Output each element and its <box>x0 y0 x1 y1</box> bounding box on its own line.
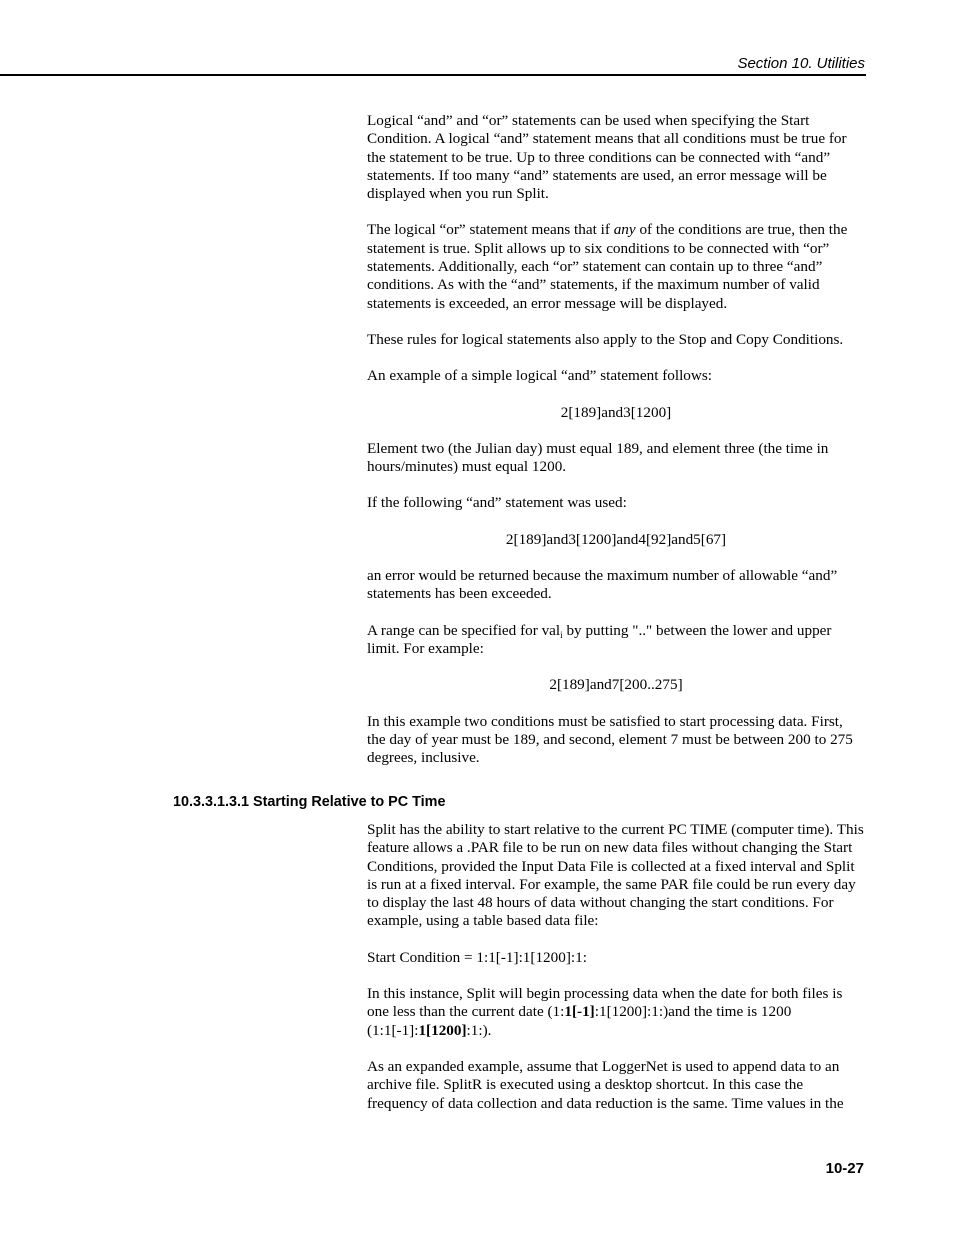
paragraph-this-instance: In this instance, Split will begin processing data when the date for both files is one less than the current date (1:1[-1]:1[1200]:1:)and the time is 1200 (1:1[-1]:1[1200]:1:). <box>367 985 843 1039</box>
paragraph-range: A range can be specified for val$_i$ by putting ".." between the lower and upper limit. For example: <box>367 621 832 657</box>
paragraph-logical-statements: Logical “and” and “or” statements can be used when specifying the Start Condition. A logical “and” statement means that all conditions must be true for the statement to be true. Up to three conditions can be connected with “and” statements. If too many “and” statements are used, an error message will be displayed when you run Split. <box>367 112 847 203</box>
running-header: Section 10. Utilities <box>737 55 865 72</box>
example-expression-1: 2[189]and3[1200] <box>560 403 672 421</box>
paragraph-start-condition: Start Condition = 1:1[-1]:1[1200]:1: <box>367 948 587 966</box>
paragraph-error-returned: an error would be returned because the maximum number of allowable “and” statements has been exceeded. <box>367 567 838 603</box>
emphasis-any: any <box>613 221 636 239</box>
paragraph-following-statement: If the following “and” statement was used: <box>367 494 627 512</box>
paragraph-expanded-example: As an expanded example, assume that LoggerNet is used to append data to an archive file. SplitR is executed using a desktop shortcut. In this case the frequency of data collection and data reduction is the same. Time values in the <box>367 1057 844 1112</box>
body-column-top <box>367 112 865 767</box>
example-expression-3: 2[189]and7[200..275] <box>549 676 683 694</box>
paragraph-example-intro: An example of a simple logical “and” statement follows: <box>367 367 712 385</box>
paragraph-pc-time: Split has the ability to start relative to the current PC TIME (computer time). This feature allows a .PAR file to be run on new data files without changing the Start Conditions, provided the Input Data File is collected at a fixed interval and Split is run at a fixed interval. For example, the same PAR file could be run every day to display the last 48 hours of data without changing the start conditions. For example, using a table based data file: <box>367 821 864 930</box>
subscript-i: i <box>560 629 563 640</box>
body-column-bottom <box>367 821 865 1113</box>
page-number: 10-27 <box>825 1160 864 1177</box>
paragraph-rules-apply: These rules for logical statements also apply to the Stop and Copy Conditions. <box>367 330 844 348</box>
example-expression-2: 2[189]and3[1200]and4[92]and5[67] <box>505 530 727 548</box>
paragraph-element-explanation: Element two (the Julian day) must equal 189, and element three (the time in hours/minutes) must equal 1200. <box>367 439 829 476</box>
section-heading: 10.3.3.1.3.1 Starting Relative to PC Time <box>173 794 446 810</box>
paragraph-two-conditions: In this example two conditions must be satisfied to start processing data. First, the day of year must be 189, and second, element 7 must be between 200 to 275 degrees, inclusive. <box>367 712 853 767</box>
paragraph-or-statements: The logical “or” statement means that if any of the conditions are true, then the statement is true. Split allows up to six conditions to be connected with “or” statements. Additionally, each “or” statement can contain up to three “and” conditions. As with the “and” statements, if the maximum number of valid statements is exceeded, an error message will be displayed. <box>367 221 848 312</box>
header-rule <box>0 74 866 76</box>
